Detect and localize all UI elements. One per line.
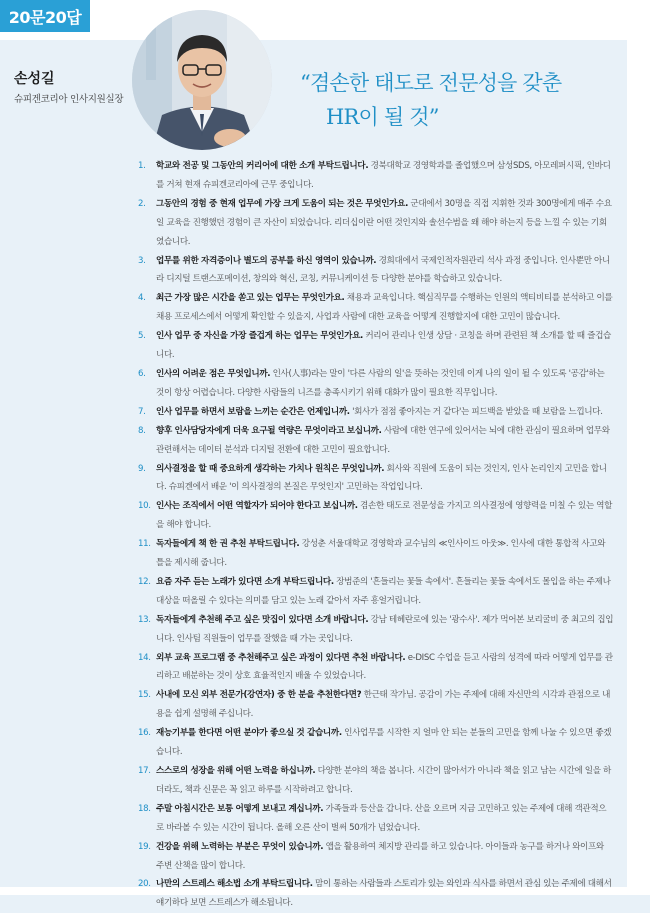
qa-item — [138, 686, 614, 724]
qa-question: 주말 아침시간은 보통 어떻게 보내고 계십니까. — [156, 803, 324, 814]
qa-number: 19. — [138, 841, 151, 852]
qa-item — [138, 327, 614, 365]
qa-item — [138, 838, 614, 876]
qa-question: 그동안의 경험 중 현재 업무에 가장 크게 도움이 되는 것은 무엇인가요. — [156, 198, 408, 209]
qa-question: 학교와 전공 및 그동안의 커리어에 대한 소개 부탁드립니다. — [156, 161, 369, 171]
qa-question: 재능기부를 한다면 어떤 분야가 좋으실 것 같습니까. — [156, 728, 342, 739]
qa-answer: 한근태 작가님. 공감이 가는 주제에 대해 자신만의 시각과 관점으로 내용을 쉽게 설명해 주십니다. — [156, 690, 611, 720]
open-quote-mark: “ — [300, 71, 310, 95]
qa-answer: 군대에서 30명을 직접 지휘한 것과 300명에게 매주 수요일 교육을 진행했던 경험이 큰 자산이 되었습니다. 리더십이란 어떤 것인지와 솔선수범을 왜 해야 하는지 등을 느낄 수 있는 기회였습니다. — [156, 198, 612, 247]
qa-question: 향후 인사담당자에게 더욱 요구될 역량은 무엇이라고 보십니까. — [156, 425, 382, 436]
qa-answer: 겸손한 태도로 전문성을 가지고 의사결정에 영향력을 미칠 수 있는 역할을 해야 합니다. — [156, 501, 613, 531]
qa-item — [138, 252, 614, 290]
qa-number: 11. — [138, 539, 151, 550]
qa-answer: 사람에 대한 연구에 있어서는 뇌에 대한 관심이 필요하며 업무와 관련해서는 데이터 분석과 디지털 전환에 대한 고민이 필요합니다. — [156, 425, 610, 455]
close-quote-mark: ” — [428, 105, 439, 129]
headline-text-2: HR이 될 것 — [326, 105, 429, 129]
qa-answer: '회사가 점점 좋아지는 거 같다'는 피드백을 받았을 때 보람을 느낍니다. — [349, 406, 603, 417]
qa-number: 17. — [138, 766, 151, 776]
qa-item — [138, 611, 614, 649]
interviewee-role: 슈피겐코리아 인사지원실장 — [14, 94, 124, 105]
qa-answer: 커리어 관리나 인생 상담 · 코칭을 하며 관련된 책 소개를 할 때 즐겁습니다. — [156, 331, 611, 361]
qa-question: 인사의 어려운 점은 무엇입니까. — [156, 368, 271, 379]
qa-answer: 경희대에서 국제인적자원관리 석사 과정 중입니다. 인사뿐만 아니라 디지털 트랜스포메이션, 창의와 혁신, 코칭, 커뮤니케이션 등 다양한 분야를 학습하고 있습니다. — [156, 255, 610, 285]
qa-answer: 맘이 통하는 사람들과 스토리가 있는 와인과 식사를 하면서 관심 있는 주제에 대해서 얘기하다 보면 스트레스가 해소됩니다. — [156, 879, 612, 909]
qa-item — [138, 573, 614, 611]
qa-answer: 다양한 분야의 책을 봅니다. 시간이 많아서가 아니라 책을 읽고 남는 시간에 일을 하더라도, 책과 신문은 꼭 읽고 하루를 시작하려고 합니다. — [156, 766, 612, 795]
qa-number: 15. — [138, 690, 151, 701]
qa-question: 인사 업무를 하면서 보람을 느끼는 순간은 언제입니까. — [156, 406, 350, 417]
qa-number: 16. — [138, 728, 151, 739]
qa-item — [138, 800, 614, 838]
qa-answer: e-DISC 수업을 듣고 사람의 성격에 따라 어떻게 업무를 관리하고 배분하는 것이 상호 효율적인지 배울 수 있었습니다. — [156, 652, 613, 682]
qa-number: 10. — [138, 501, 151, 512]
qa-question: 나만의 스트레스 해소법 소개 부탁드립니다. — [156, 879, 313, 890]
qa-item — [138, 289, 614, 327]
qa-question: 독자들에게 책 한 권 추천 부탁드립니다. — [156, 539, 300, 550]
qa-question: 의사결정을 할 때 중요하게 생각하는 가치나 원칙은 무엇입니까. — [156, 463, 385, 474]
qa-item — [138, 762, 614, 800]
portrait-illustration — [132, 10, 272, 150]
qa-item — [138, 403, 614, 422]
qa-answer: 회사와 직원에 도움이 되는 것인지, 인사 논리인지 고민을 합니다. 슈피겐에서 배운 '이 의사결정의 본질은 무엇인지' 고민하는 작업입니다. — [156, 463, 607, 493]
portrait-photo — [132, 10, 272, 150]
qa-item — [138, 724, 614, 762]
qa-number: 12. — [138, 576, 151, 587]
qa-question: 요즘 자주 듣는 노래가 있다면 소개 부탁드립니다. — [156, 576, 334, 587]
headline-line-2 — [300, 100, 610, 134]
headline-line-1 — [300, 66, 610, 100]
qa-item — [138, 157, 614, 195]
qa-number: 1. — [138, 161, 146, 171]
headline-text-1: 겸손한 태도로 전문성을 갖춘 — [309, 71, 562, 95]
headline-quote — [300, 66, 610, 134]
qa-item — [138, 365, 614, 403]
qa-number: 14. — [138, 652, 151, 663]
qa-number: 5. — [138, 331, 146, 342]
qa-number: 7. — [138, 406, 146, 417]
qa-item — [138, 460, 614, 498]
qa-number: 20. — [138, 879, 151, 890]
qa-question: 외부 교육 프로그램 중 추천해주고 싶은 과정이 있다면 추천 바랍니다. — [156, 652, 406, 663]
qa-question: 스스로의 성장을 위해 어떤 노력을 하십니까. — [156, 766, 316, 776]
qa-number: 18. — [138, 803, 151, 814]
qa-answer: 앱을 활용하여 체지방 관리를 하고 있습니다. 아이들과 농구를 하거나 와이프와 주변 산책을 많이 합니다. — [156, 841, 604, 871]
section-badge: 20문20답 — [0, 0, 90, 32]
qa-answer: 경북대학교 경영학과를 졸업했으며 삼성SDS, 아모레퍼시픽, 인바디를 거쳐 현재 슈피겐코리아에 근무 중입니다. — [156, 161, 611, 190]
qa-question: 인사 업무 중 자신을 가장 즐겁게 하는 업무는 무엇인가요. — [156, 331, 363, 342]
qa-answer: 강성춘 서울대학교 경영학과 교수님의 ≪인사이드 아웃≫. 인사에 대한 통합적 사고와 틀을 제시해 줍니다. — [156, 539, 606, 569]
qa-item — [138, 195, 614, 252]
qa-answer: 가족들과 등산을 갑니다. 산을 오르며 지금 고민하고 있는 주제에 대해 객관적으로 바라볼 수 있는 시간이 됩니다. 올해 오른 산이 벌써 50개가 넘었습니다. — [156, 803, 607, 833]
qa-question: 독자들에게 추천해 주고 싶은 맛집이 있다면 소개 바랍니다. — [156, 614, 369, 625]
qa-answer: 장범준의 '흔들리는 꽃들 속에서'. 흔들리는 꽃들 속에서도 몰입을 하는 주제나 대상을 떠올릴 수 있다는 의미를 담고 있는 노래 같아서 자주 흥얼거립니다. — [156, 576, 611, 606]
qa-question: 사내에 모신 외부 전문가(강연자) 중 한 분을 추천한다면? — [156, 690, 362, 701]
qa-answer: 인사(人事)라는 말이 '다른 사람의 일'을 뜻하는 것인데 이게 나의 일이 될 수 있도록 '공감'하는 것이 항상 어렵습니다. 다양한 사람들의 니즈를 충족시키기 위해 대화가 많이 필요한 직무입니다. — [156, 368, 605, 398]
qa-item — [138, 535, 614, 573]
qa-question: 업무를 위한 자격증이나 별도의 공부를 하신 영역이 있습니까. — [156, 255, 377, 266]
qa-number: 13. — [138, 614, 151, 625]
qa-answer: 인사업무를 시작한 지 얼마 안 되는 분들의 고민을 함께 나눌 수 있으면 좋겠습니다. — [156, 728, 612, 758]
qa-number: 8. — [138, 425, 146, 436]
qa-question: 인사는 조직에서 어떤 역할자가 되어야 한다고 보십니까. — [156, 501, 358, 512]
qa-number: 4. — [138, 293, 146, 304]
qa-answer: 강남 테헤란로에 있는 '광수사'. 제가 먹어본 보리굴비 중 최고의 집입니다. 인사팀 직원들이 업무를 잘했을 때 가는 곳입니다. — [156, 614, 614, 644]
qa-number: 6. — [138, 368, 146, 379]
interviewee-name: 손성길 — [14, 71, 55, 87]
qa-question: 최근 가장 많은 시간을 쏟고 있는 업무는 무엇인가요. — [156, 293, 345, 304]
qa-number: 2. — [138, 198, 146, 209]
qa-item — [138, 497, 614, 535]
qa-answer: 채용과 교육입니다. 핵심직무를 수행하는 인원의 액티비티를 분석하고 이를 채용 프로세스에서 어떻게 확인할 수 있을지, 사업과 사람에 대한 교육을 어떻게 진행할지에 대한 고민이 많습니다. — [156, 293, 613, 323]
qa-item — [138, 649, 614, 687]
qa-number: 9. — [138, 463, 146, 474]
qa-question: 건강을 위해 노력하는 부분은 무엇이 있습니까. — [156, 841, 324, 852]
qa-item — [138, 875, 614, 913]
qa-number: 3. — [138, 255, 146, 266]
qa-list — [138, 157, 614, 913]
qa-item — [138, 422, 614, 460]
